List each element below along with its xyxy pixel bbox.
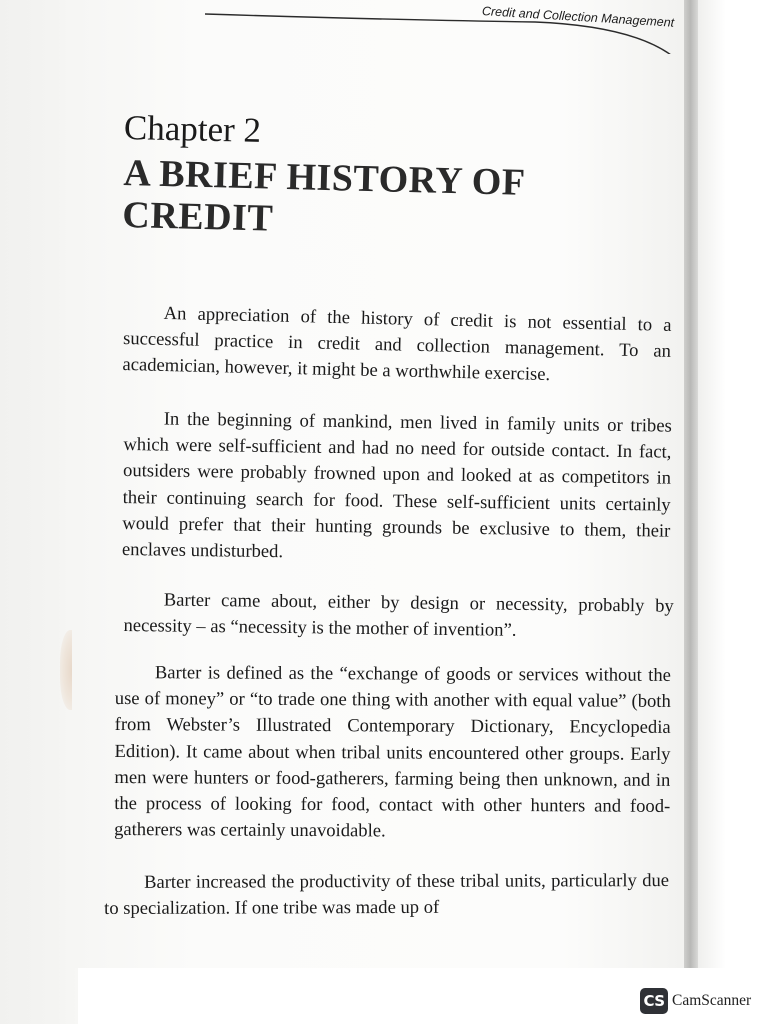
paragraph-text: Barter increased the productivity of these tribal units, particularly due to specialization. If one tribe was made up of — [104, 870, 670, 920]
paragraph — [104, 868, 669, 922]
page-edge-shadow — [684, 0, 698, 968]
paragraph-text: In the beginning of mankind, men lived in family units or tribes which were self-sufficient and had no need for outside contact. In fact, outsiders were probably frowned upon and looked at as competitors in their continuing search for food. These self-sufficient units certainly would prefer that their hunting grounds be exclusive to them, their enclaves undisturbed. — [121, 408, 672, 563]
chapter-label: Chapter 2 — [123, 108, 262, 150]
paragraph-text: Barter came about, either by design or necessity, probably by necessity – as “necessity is the mother of invention”. — [123, 589, 674, 642]
paragraph — [122, 406, 672, 571]
paragraph-text: An appreciation of the history of credit is not essential to a successful practice in credit and collection management. To an academician, however, it might be a worthwhile exercise. — [122, 302, 672, 386]
camscanner-watermark — [640, 988, 751, 1014]
running-head: Credit and Collection Management — [481, 4, 675, 30]
paragraph — [114, 660, 671, 846]
paragraph — [122, 300, 672, 391]
chapter-title: A BRIEF HISTORY OF CREDIT — [121, 152, 525, 240]
page-outer-margin — [698, 0, 768, 968]
paragraph-text: Barter is defined as the “exchange of goods or services without the use of money” or “to trade one thing with another with equal value” (both from Webster’s Illustrated Contemporary Dictionary, Encyclopedia Edition). It came about when tribal units encountered other groups. Early men were hunters or food-gatherers, farming being then unknown, and in the process of looking for food, contact with other hunters and food-gatherers was certainly unavoidable. — [114, 662, 671, 842]
camscanner-name: CamScanner — [672, 992, 752, 1009]
left-page-shadow — [0, 0, 78, 1024]
camscanner-logo-icon: CS — [640, 988, 668, 1014]
paragraph — [123, 587, 674, 646]
